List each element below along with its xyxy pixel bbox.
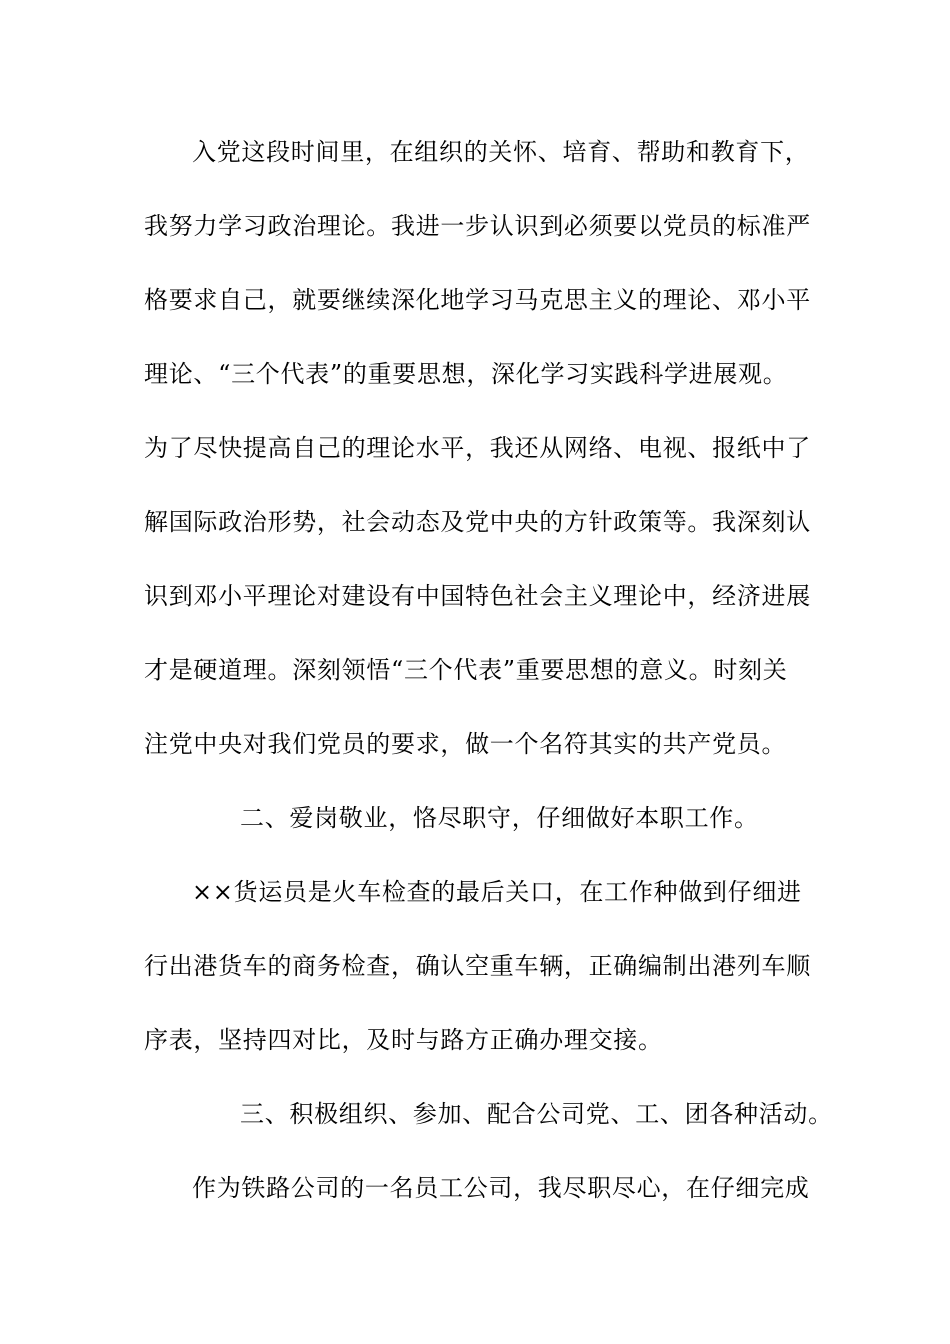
text-line-3: 格要求自己，就要继续深化地学习马克思主义的理论、邓小平 [144, 286, 811, 314]
text-line-7: 识到邓小平理论对建设有中国特色社会主义理论中，经济进展 [144, 582, 811, 610]
text-line-9: 注党中央对我们党员的要求，做一个名符其实的共产党员。 [144, 730, 787, 758]
text-line-8: 才是硬道理。深刻领悟“三个代表”重要思想的意义。时刻关 [144, 656, 788, 684]
text-line-4: 理论、“三个代表”的重要思想，深化学习实践科学进展观。 [144, 360, 788, 388]
text-line-11: ××货运员是火车检查的最后关口，在工作种做到仔细进 [192, 878, 802, 906]
section-heading-3: 三、积极组织、参加、配合公司党、工、团各种活动。 [240, 1100, 833, 1128]
section-heading-2: 二、爱岗敬业，恪尽职守，仔细做好本职工作。 [240, 804, 759, 832]
text-line-13: 序表，坚持四对比，及时与路方正确办理交接。 [144, 1026, 663, 1054]
text-line-15: 作为铁路公司的一名员工公司，我尽职尽心，在仔细完成 [192, 1174, 810, 1202]
text-line-12: 行出港货车的商务检查，确认空重车辆，正确编制出港列车顺 [144, 952, 811, 980]
text-line-1: 入党这段时间里，在组织的关怀、培育、帮助和教育下， [192, 138, 810, 166]
text-line-6: 解国际政治形势，社会动态及党中央的方针政策等。我深刻认 [144, 508, 811, 536]
text-line-2: 我努力学习政治理论。我进一步认识到必须要以党员的标准严 [144, 212, 811, 240]
text-line-5: 为了尽快提高自己的理论水平，我还从网络、电视、报纸中了 [144, 434, 811, 462]
